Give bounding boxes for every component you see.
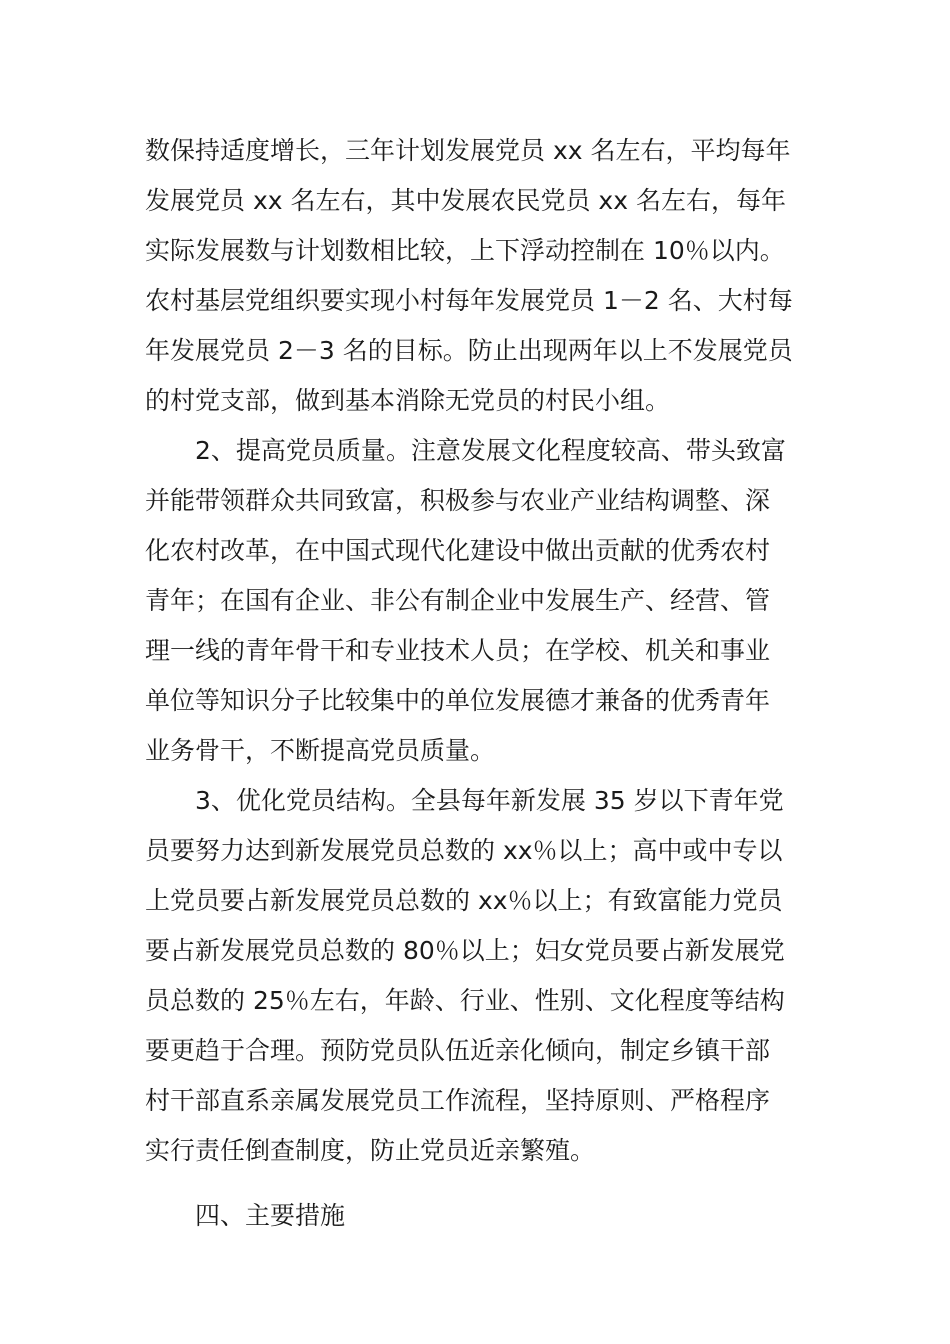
text-line: 村干部直系亲属发展党员工作流程，坚持原则、严格程序 (145, 1086, 771, 1115)
text-line: 要更趋于合理。预防党员队伍近亲化倾向，制定乡镇干部 (145, 1036, 771, 1065)
section-heading (145, 1191, 815, 1241)
text-line: 员要努力达到新发展党员总数的 xx％以上；高中或中专以 (145, 836, 783, 865)
text-line: 员总数的 25％左右，年龄、行业、性别、文化程度等结构 (145, 986, 785, 1015)
text-line: 数保持适度增长，三年计划发展党员 xx 名左右，平均每年 (145, 136, 791, 165)
paragraph-optimize-structure (145, 776, 815, 1176)
section-heading-text: 四、主要措施 (195, 1201, 346, 1230)
text-line: 单位等知识分子比较集中的单位发展德才兼备的优秀青年 (145, 686, 771, 715)
text-line: 理一线的青年骨干和专业技术人员；在学校、机关和事业 (145, 636, 771, 665)
text-line-content: 3、优化党员结构。全县每年新发展 35 岁以下青年党 (195, 786, 784, 815)
paragraph-development-targets (145, 126, 815, 426)
text-line: 并能带领群众共同致富，积极参与农业产业结构调整、深 (145, 486, 771, 515)
text-line: 化农村改革，在中国式现代化建设中做出贡献的优秀农村 (145, 536, 771, 565)
text-line: 农村基层党组织要实现小村每年发展党员 1－2 名、大村每 (145, 286, 793, 315)
paragraph-improve-quality (145, 426, 815, 776)
text-line: 业务骨干，不断提高党员质量。 (145, 736, 496, 765)
body-text (145, 126, 815, 1241)
text-line: 上党员要占新发展党员总数的 xx％以上；有致富能力党员 (145, 886, 783, 915)
text-line: 实行责任倒查制度，防止党员近亲繁殖。 (145, 1136, 596, 1165)
text-line-content: 2、提高党员质量。注意发展文化程度较高、带头致富 (195, 436, 786, 465)
text-line: 要占新发展党员总数的 80％以上；妇女党员要占新发展党 (145, 936, 785, 965)
text-line (145, 426, 815, 476)
text-line (145, 776, 815, 826)
text-line: 实际发展数与计划数相比较，上下浮动控制在 10％以内。 (145, 236, 785, 265)
text-line: 的村党支部，做到基本消除无党员的村民小组。 (145, 386, 671, 415)
text-line: 年发展党员 2－3 名的目标。防止出现两年以上不发展党员 (145, 336, 793, 365)
text-line: 发展党员 xx 名左右，其中发展农民党员 xx 名左右，每年 (145, 186, 786, 215)
text-line: 青年；在国有企业、非公有制企业中发展生产、经营、管 (145, 586, 771, 615)
